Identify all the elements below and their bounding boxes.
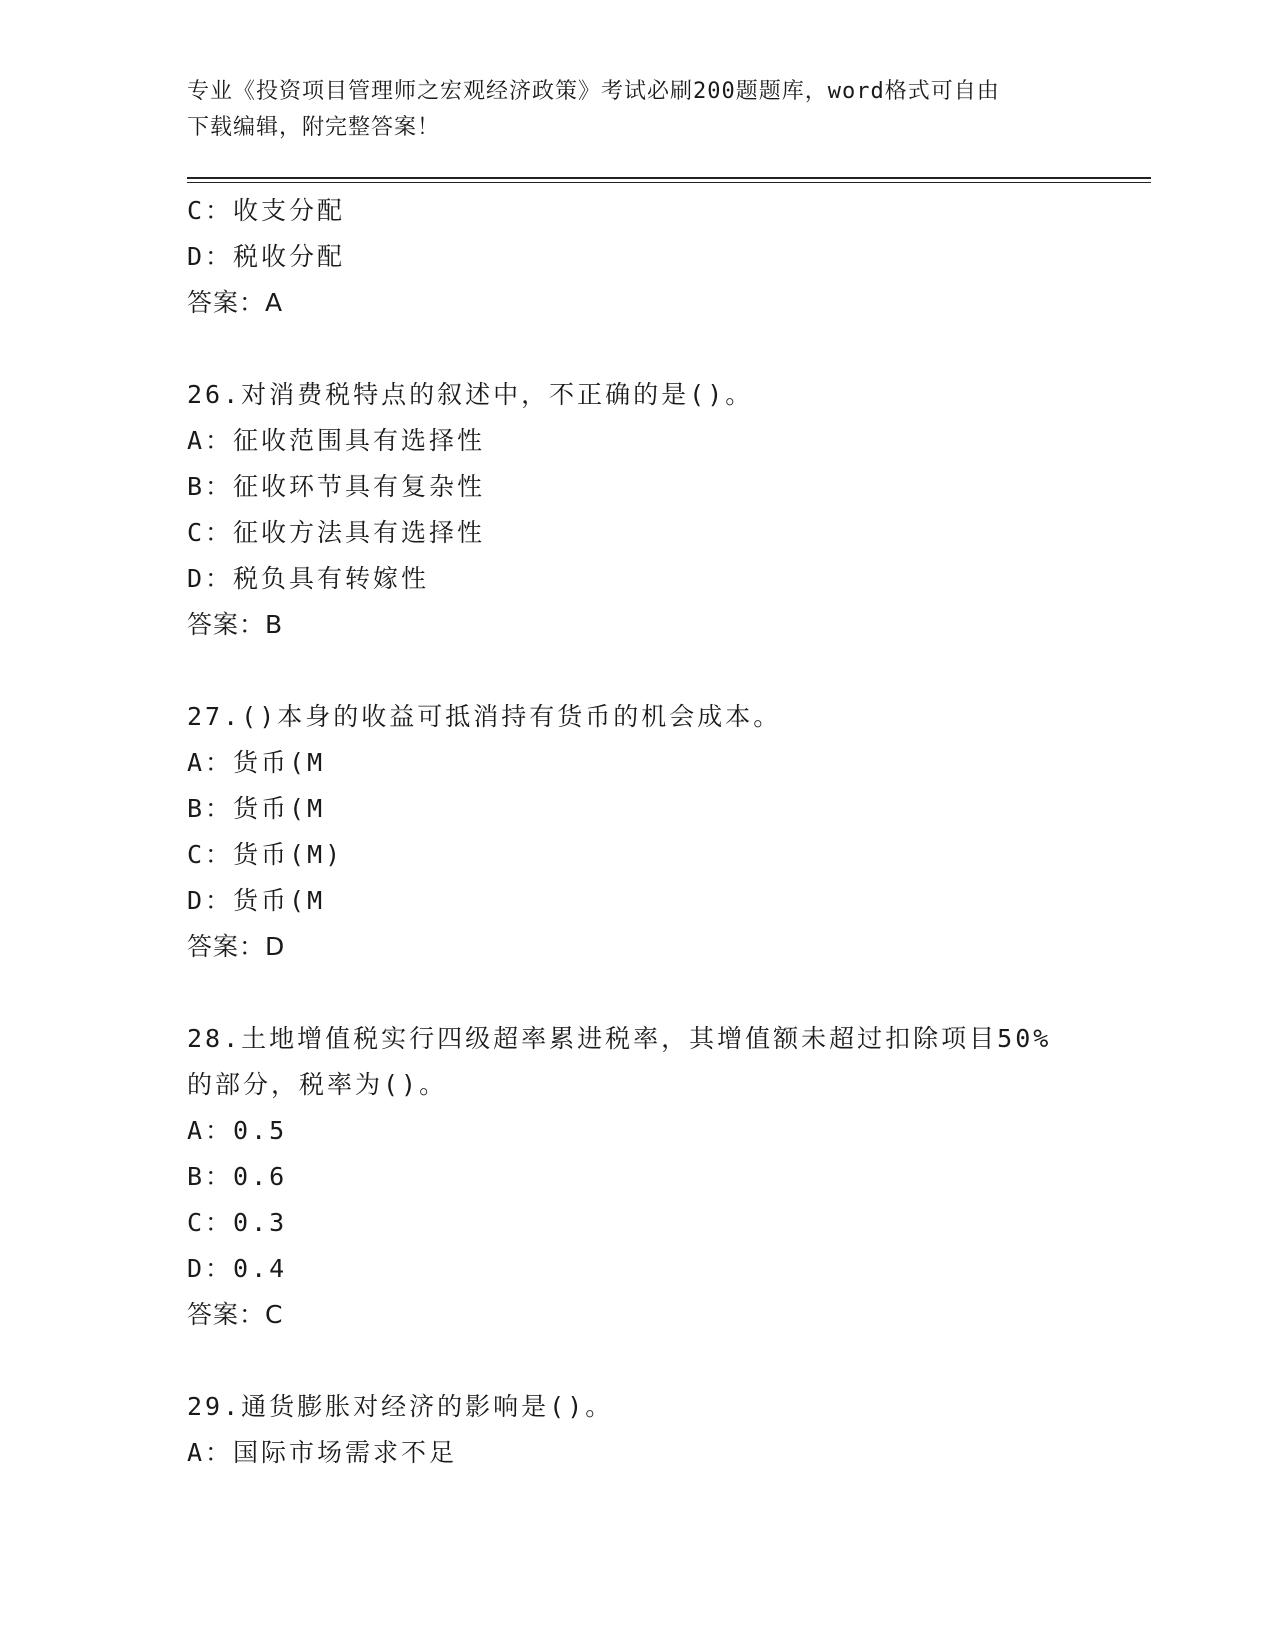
question-stem-line-2: 的部分，税率为()。 bbox=[187, 1070, 448, 1099]
answer-line: 答案：A bbox=[187, 288, 284, 317]
question-list bbox=[187, 188, 1087, 1476]
option-d: D：货币(M bbox=[187, 886, 326, 915]
question-29 bbox=[187, 1384, 1087, 1476]
option-b: B：征收环节具有复杂性 bbox=[187, 472, 486, 501]
option-c: C：征收方法具有选择性 bbox=[187, 518, 486, 547]
question-stem: 29.通货膨胀对经济的影响是()。 bbox=[187, 1392, 614, 1421]
spacer bbox=[187, 326, 1087, 372]
option-a: A：国际市场需求不足 bbox=[187, 1438, 458, 1467]
answer-line: 答案：B bbox=[187, 610, 284, 639]
answer-line: 答案：C bbox=[187, 1300, 284, 1329]
option-d: D：税收分配 bbox=[187, 242, 346, 271]
question-25-tail bbox=[187, 188, 1087, 326]
question-28 bbox=[187, 1016, 1087, 1338]
header-divider-thin bbox=[187, 182, 1151, 183]
option-d: D：0.4 bbox=[187, 1254, 288, 1283]
option-d: D：税负具有转嫁性 bbox=[187, 564, 430, 593]
header-line-1: 专业《投资项目管理师之宏观经济政策》考试必刷200题题库，word格式可自由 bbox=[187, 79, 1000, 104]
option-c: C：收支分配 bbox=[187, 196, 346, 225]
question-26 bbox=[187, 372, 1087, 648]
header-line-2: 下载编辑，附完整答案！ bbox=[187, 115, 441, 140]
answer-line: 答案：D bbox=[187, 932, 286, 961]
document-header bbox=[187, 74, 1067, 146]
option-a: A：征收范围具有选择性 bbox=[187, 426, 486, 455]
question-stem: 26.对消费税特点的叙述中，不正确的是()。 bbox=[187, 380, 754, 409]
option-b: B：货币(M bbox=[187, 794, 326, 823]
option-b: B：0.6 bbox=[187, 1162, 288, 1191]
question-stem: 27.()本身的收益可抵消持有货币的机会成本。 bbox=[187, 702, 782, 731]
question-stem-line-1: 28.土地增值税实行四级超率累进税率，其增值额未超过扣除项目50% bbox=[187, 1024, 1052, 1053]
spacer bbox=[187, 1338, 1087, 1384]
header-divider-thick bbox=[187, 177, 1151, 179]
option-c: C：0.3 bbox=[187, 1208, 288, 1237]
spacer bbox=[187, 970, 1087, 1016]
option-a: A：货币(M bbox=[187, 748, 326, 777]
option-c: C：货币(M) bbox=[187, 840, 344, 869]
spacer bbox=[187, 648, 1087, 694]
option-a: A：0.5 bbox=[187, 1116, 288, 1145]
question-27 bbox=[187, 694, 1087, 970]
